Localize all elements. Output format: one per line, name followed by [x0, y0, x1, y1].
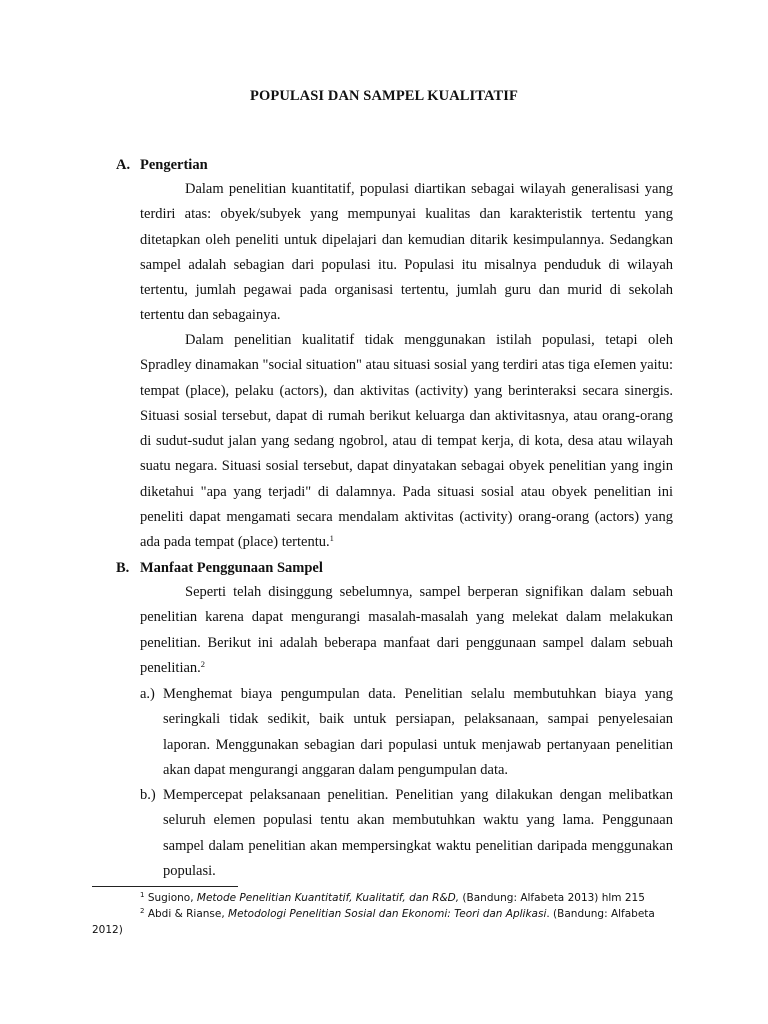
section-a-marker: A. — [116, 157, 131, 173]
list-item — [140, 783, 673, 884]
footnote-ref-1[interactable]: 1 — [329, 533, 334, 544]
footnote-ref-2[interactable]: 2 — [200, 658, 206, 669]
section-a-heading — [116, 157, 208, 174]
section-a-title: Pengertian — [140, 157, 208, 173]
list-item-text: Menghemat biaya pengumpulan data. Penelitian selalu membutuhkan biaya yang seringkali tidak sedikit, baik untuk persiapan, pelaksanaan, sampai penyelesaian laporan. Menggunakan sebagian dari populasi untuk menjawab pertanyaan penelitian akan dapat mengurangi anggaran dalam pengumpulan data. — [163, 686, 673, 778]
list-item-text: Mempercepat pelaksanaan penelitian. Penelitian yang dilakukan dengan melibatkan seluruh elemen populasi tentu akan membutuhkan waktu yang lama. Penggunaan sampel dalam penelitian akan mempersingkat waktu penelitian daripada menggunakan populasi. — [163, 787, 673, 879]
footnote-2-continuation: 2012) — [92, 924, 123, 936]
footnote-1 — [140, 890, 645, 907]
footnote-1-book-title: Metode Penelitian Kuantitatif, Kualitatif, dan R&D, — [196, 892, 460, 904]
section-b-marker: B. — [116, 560, 130, 576]
document-title: POPULASI DAN SAMPEL KUALITATIF — [250, 88, 518, 104]
footnote-2-publisher: . (Bandung: Alfabeta — [546, 908, 655, 920]
footnote-1-author: Sugiono, — [147, 892, 197, 904]
footnote-2 — [140, 906, 655, 923]
section-a-paragraph-1: Dalam penelitian kuantitatif, populasi diartikan sebagai wilayah generalisasi yang terdiri atas: obyek/subyek yang mempunyai kualitas dan karakteristik tertentu yang ditetapkan oleh peneliti untuk dipelajari dan kemudian ditarik kesimpulannya. Sedangkan sampel adalah sebagian dari populasi itu. Populasi itu misalnya penduduk di wilayah tertentu, jumlah pegawai pada organisasi tertentu, jumlah guru dan murid di sekolah tertentu dan sebagainya. — [140, 181, 673, 324]
list-item-marker: a.) — [140, 686, 155, 702]
list-item-marker: b.) — [140, 787, 156, 803]
footnote-separator — [92, 886, 238, 887]
footnote-2-book-title: Metodologi Penelitian Sosial dan Ekonomi: Teori dan Aplikasi — [228, 908, 547, 920]
footnote-1-publisher: (Bandung: Alfabeta 2013) hlm 215 — [459, 892, 645, 904]
section-b-paragraph-1-text: Seperti telah disinggung sebelumnya, sampel berperan signifikan dalam sebuah penelitian karena dapat mengurangi masalah-masalah yang melekat dalam melakukan penelitian. Berikut ini adalah beberapa manfaat dari penggunaan sampel dalam sebuah penelitian. — [140, 584, 673, 676]
section-a-paragraph-2-text: Dalam penelitian kualitatif tidak menggunakan istilah populasi, tetapi oleh Spradley dinamakan "social situation" atau situasi sosial yang terdiri atas tiga eIemen yaitu: tempat (place), pelaku (actors), dan aktivitas (activity) yang berinteraksi secara sinergis. Situasi sosial tersebut, dapat di rumah berikut keluarga dan aktivitasnya, atau orang-orang di sudut-sudut jalan yang sedang ngobrol, atau di tempat kerja, di kota, desa atau wilayah suatu negara. Situasi sosial tersebut, dapat dinyatakan sebagai obyek penelitian yang ingin diketahui "apa yang terjadi" di dalamnya. Pada situasi sosial atau obyek penelitian ini peneliti dapat mengamati secara mendalam aktivitas (activity) orang-orang (actors) yang ada pada tempat (place) tertentu. — [140, 332, 673, 551]
footnote-1-number: 1 — [140, 891, 145, 899]
footnote-2-author: Abdi & Rianse, — [147, 908, 229, 920]
section-a-paragraph-2 — [140, 328, 673, 556]
list-item — [140, 682, 673, 783]
section-b-heading — [116, 560, 323, 577]
footnote-2-number: 2 — [140, 907, 145, 915]
section-b-title: Manfaat Penggunaan Sampel — [140, 560, 323, 576]
section-b-paragraph-1 — [140, 580, 673, 681]
